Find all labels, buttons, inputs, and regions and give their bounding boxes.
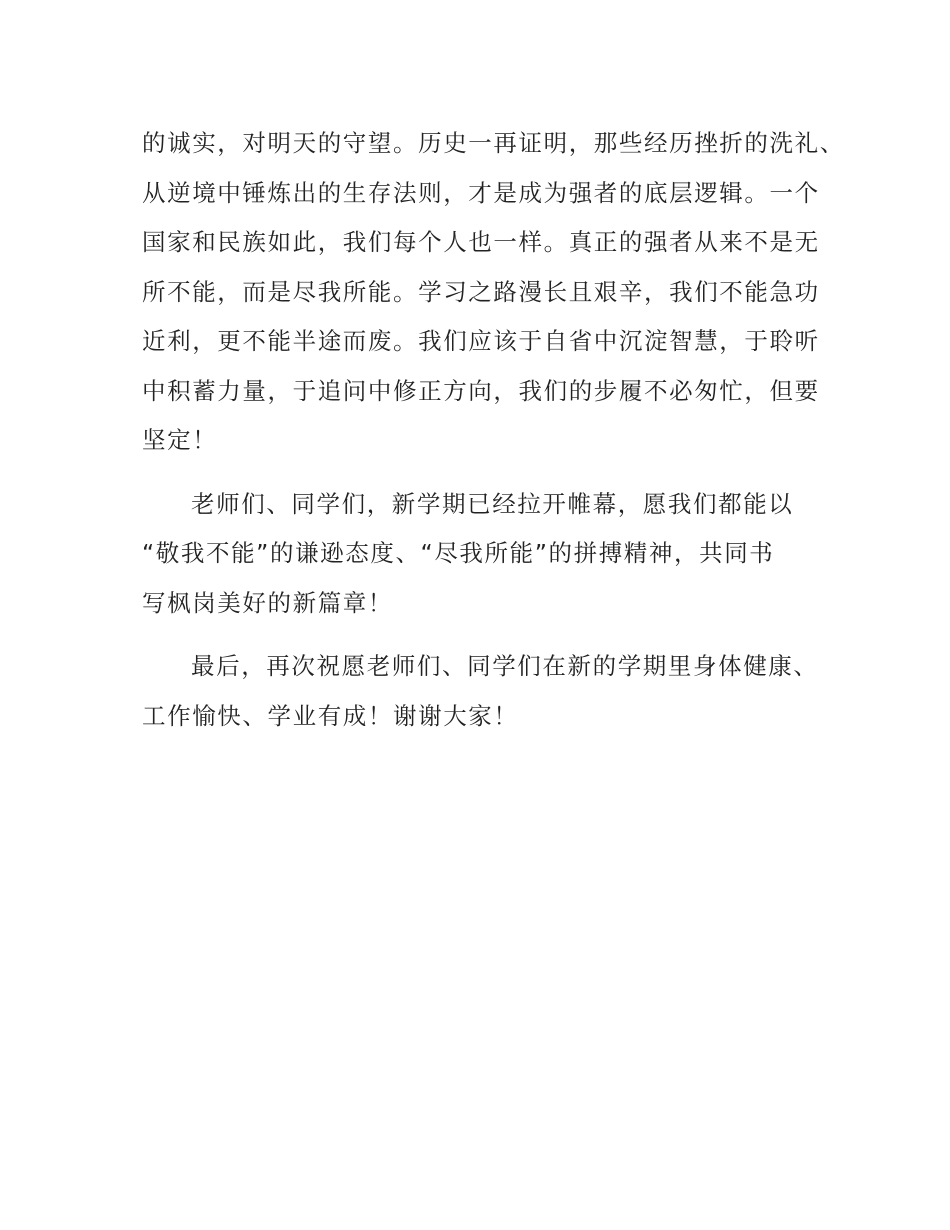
text-line: 所不能，而是尽我所能。学习之路漫长且艰辛，我们不能急功 xyxy=(142,277,820,306)
text-line: 中积蓄力量，于追问中修正方向，我们的步履不必匆忙，但要 xyxy=(142,376,820,405)
text-line: 最后，再次祝愿老师们、同学们在新的学期里身体健康、 xyxy=(191,652,819,680)
paragraph-spacer xyxy=(142,466,822,480)
paragraph-2 xyxy=(142,480,822,629)
text-line: “敬我不能”的谦逊态度、“尽我所能”的拼搏精神，共同书 xyxy=(142,539,775,567)
text-line: 的诚实，对明天的守望。历史一再证明，那些经历挫折的洗礼、 xyxy=(142,129,845,157)
paragraph-1 xyxy=(142,119,845,466)
text-line: 写枫岗美好的新篇章！ xyxy=(142,588,393,617)
text-line: 老师们、同学们，新学期已经拉开帷幕，愿我们都能以 xyxy=(191,489,794,518)
text-line: 坚定！ xyxy=(142,426,218,454)
text-line: 近利，更不能半途而废。我们应该于自省中沉淀智慧，于聆听 xyxy=(142,327,820,355)
text-line: 工作愉快、学业有成！谢谢大家！ xyxy=(142,701,519,730)
text-line: 国家和民族如此，我们每个人也一样。真正的强者从来不是无 xyxy=(142,228,820,256)
paragraph-3 xyxy=(142,642,822,741)
paragraph-spacer xyxy=(142,628,822,642)
body-text xyxy=(142,119,845,741)
text-line: 从逆境中锤炼出的生存法则，才是成为强者的底层逻辑。一个 xyxy=(142,178,820,207)
